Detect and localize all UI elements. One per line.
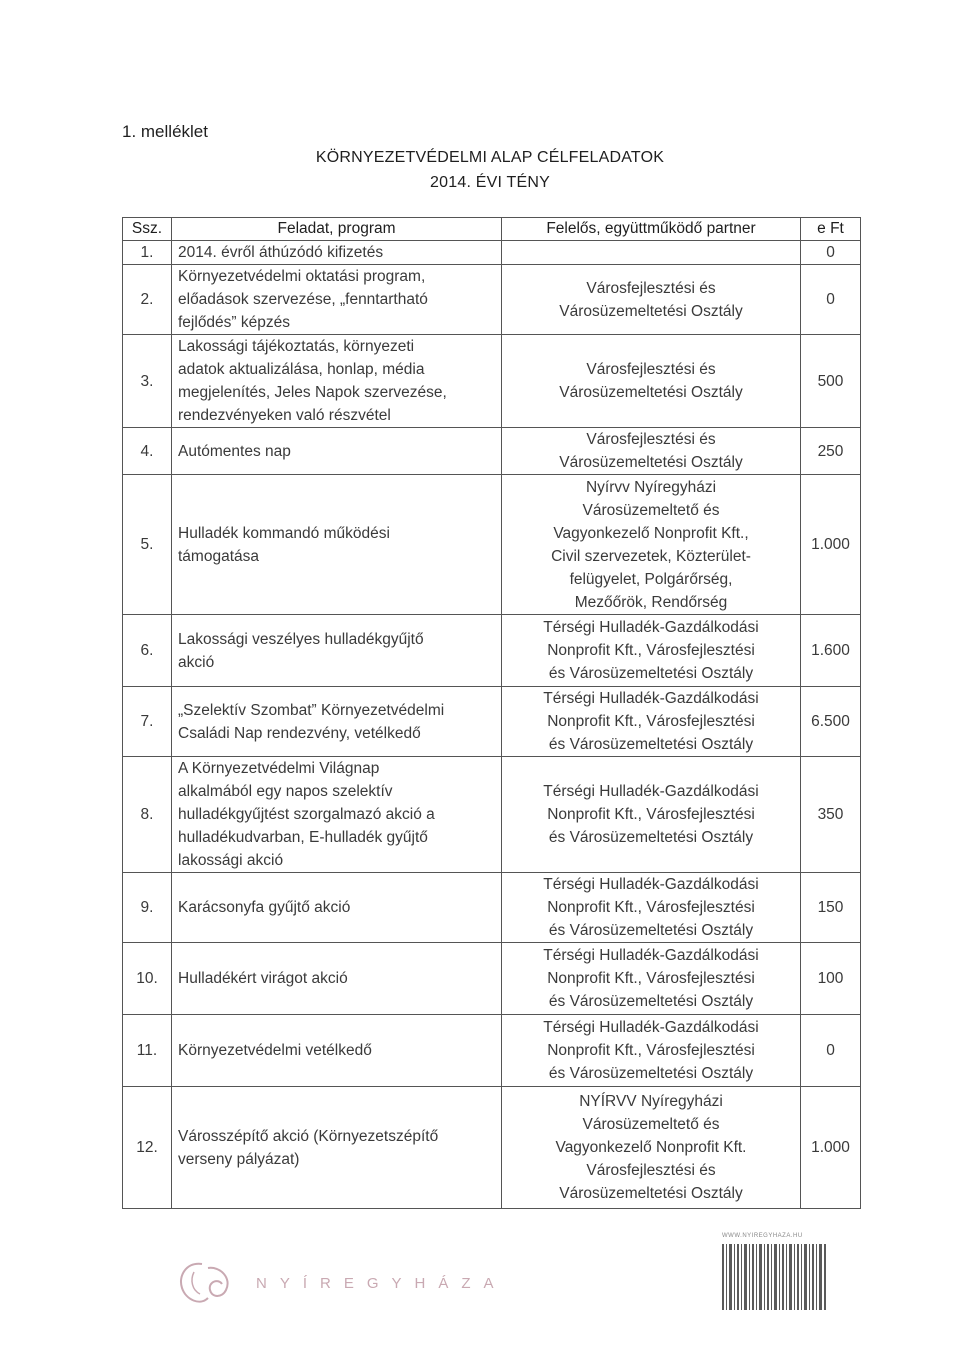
responsible-line: Városfejlesztési és xyxy=(586,279,716,297)
row-number: 8. xyxy=(123,757,172,873)
responsible-line: Városüzemeltető és xyxy=(582,1116,720,1133)
table-row xyxy=(123,1015,861,1087)
table-row xyxy=(123,757,861,873)
responsible-line: NYÍRVV Nyíregyházi xyxy=(579,1093,723,1110)
responsible-line: Városüzemeltetési Osztály xyxy=(559,302,743,320)
row-number: 5. xyxy=(123,475,172,615)
task-line: Hulladék kommandó működési xyxy=(178,524,390,542)
row-responsible xyxy=(502,943,801,1015)
tasks-table xyxy=(122,217,861,1209)
row-responsible xyxy=(502,265,801,335)
responsible-line: és Városüzemeltetési Osztály xyxy=(548,736,754,753)
task-line: hulladékudvarban, E-hulladék gyűjtő xyxy=(178,829,428,846)
table-row xyxy=(123,241,861,265)
task-line: Autómentes nap xyxy=(178,442,291,460)
responsible-line: Térségi Hulladék-Gazdálkodási xyxy=(543,783,759,800)
responsible-line: Városüzemeltető és xyxy=(582,501,720,519)
row-responsible xyxy=(502,335,801,428)
stamp-url: WWW.NYIREGYHAZA.HU xyxy=(722,1233,803,1239)
task-line: A Környezetvédelmi Világnap xyxy=(178,760,380,777)
row-amount: 6.500 xyxy=(801,687,861,757)
header-num: Ssz. xyxy=(123,218,172,241)
task-line: Családi Nap rendezvény, vetélkedő xyxy=(178,724,421,742)
header-amount: e Ft xyxy=(801,218,861,241)
row-task xyxy=(172,475,502,615)
table-row xyxy=(123,335,861,428)
responsible-line: és Városüzemeltetési Osztály xyxy=(548,922,754,939)
table-row xyxy=(123,943,861,1015)
header-responsible: Felelős, együttműködő partner xyxy=(502,218,801,241)
task-line: alkalmából egy napos szelektív xyxy=(178,783,393,800)
responsible-line: Civil szervezetek, Közterület- xyxy=(551,547,751,565)
row-number: 2. xyxy=(123,265,172,335)
row-amount: 150 xyxy=(801,873,861,943)
responsible-line: Térségi Hulladék-Gazdálkodási xyxy=(543,876,759,893)
task-line: „Szelektív Szombat” Környezetvédelmi xyxy=(178,701,445,719)
responsible-line: Térségi Hulladék-Gazdálkodási xyxy=(543,1019,759,1036)
row-responsible xyxy=(502,757,801,873)
responsible-line: Vagyonkezelő Nonprofit Kft., xyxy=(553,524,749,542)
task-line: adatok aktualizálása, honlap, média xyxy=(178,361,425,378)
task-line: megjelenítés, Jeles Napok szervezése, xyxy=(178,384,447,401)
responsible-line: Nonprofit Kft., Városfejlesztési xyxy=(547,899,755,916)
task-line: Karácsonyfa gyűjtő akció xyxy=(178,899,351,916)
row-amount: 350 xyxy=(801,757,861,873)
row-number: 12. xyxy=(123,1087,172,1209)
task-line: 2014. évről áthúzódó kifizetés xyxy=(178,244,384,261)
row-task xyxy=(172,757,502,873)
row-number: 4. xyxy=(123,428,172,475)
responsible-line: felügyelet, Polgárőrség, xyxy=(569,570,733,588)
task-line: támogatása xyxy=(178,547,259,565)
responsible-line: Nonprofit Kft., Városfejlesztési xyxy=(547,1042,755,1059)
table-row xyxy=(123,475,861,615)
row-task xyxy=(172,265,502,335)
responsible-line: Városüzemeltetési Osztály xyxy=(559,454,743,471)
barcode-stamp-icon xyxy=(722,1232,828,1312)
row-number: 6. xyxy=(123,615,172,687)
row-amount: 1.000 xyxy=(801,475,861,615)
responsible-line: Nonprofit Kft., Városfejlesztési xyxy=(547,806,755,823)
responsible-line: Nonprofit Kft., Városfejlesztési xyxy=(547,642,755,659)
row-task xyxy=(172,1087,502,1209)
table-row xyxy=(123,687,861,757)
responsible-line: Nonprofit Kft., Városfejlesztési xyxy=(547,970,755,987)
row-responsible xyxy=(502,475,801,615)
responsible-line: Nonprofit Kft., Városfejlesztési xyxy=(547,713,755,730)
document-subtitle: 2014. ÉVI TÉNY xyxy=(430,174,550,191)
task-line: Környezetvédelmi vetélkedő xyxy=(178,1042,372,1059)
row-amount: 0 xyxy=(801,1015,861,1087)
responsible-line: Városüzemeltetési Osztály xyxy=(559,1185,743,1202)
row-task xyxy=(172,873,502,943)
row-number: 1. xyxy=(123,241,172,265)
row-amount: 0 xyxy=(801,241,861,265)
table-row xyxy=(123,428,861,475)
responsible-line: Városüzemeltetési Osztály xyxy=(559,384,743,401)
document-title: KÖRNYEZETVÉDELMI ALAP CÉLFELADATOK xyxy=(315,149,665,166)
table-row xyxy=(123,615,861,687)
table-row xyxy=(123,873,861,943)
row-responsible xyxy=(502,687,801,757)
task-line: Hulladékért virágot akció xyxy=(178,970,348,987)
row-number: 11. xyxy=(123,1015,172,1087)
row-amount: 100 xyxy=(801,943,861,1015)
responsible-line: Mezőőrök, Rendőrség xyxy=(574,593,728,611)
row-task xyxy=(172,335,502,428)
task-line: akció xyxy=(178,653,215,671)
row-responsible xyxy=(502,1015,801,1087)
responsible-line: és Városüzemeltetési Osztály xyxy=(548,993,754,1010)
task-line: Környezetvédelmi oktatási program, xyxy=(178,268,426,285)
row-number: 3. xyxy=(123,335,172,428)
task-line: Lakossági tájékoztatás, környezeti xyxy=(178,338,415,355)
responsible-line: Térségi Hulladék-Gazdálkodási xyxy=(543,690,759,707)
row-responsible xyxy=(502,615,801,687)
row-task xyxy=(172,241,502,265)
responsible-line: Térségi Hulladék-Gazdálkodási xyxy=(543,619,759,636)
responsible-line: Városfejlesztési és xyxy=(586,1162,716,1179)
responsible-line: Városfejlesztési és xyxy=(586,361,716,378)
task-line: Városszépítő akció (Környezetszépítő xyxy=(178,1127,439,1145)
row-task xyxy=(172,943,502,1015)
task-line: hulladékgyűjtést szorgalmazó akció a xyxy=(178,806,435,823)
row-task xyxy=(172,428,502,475)
row-responsible xyxy=(502,1087,801,1209)
row-number: 9. xyxy=(123,873,172,943)
responsible-line: Vagyonkezelő Nonprofit Kft. xyxy=(555,1139,747,1156)
row-responsible xyxy=(502,428,801,475)
task-line: rendezvényeken való részvétel xyxy=(178,407,391,424)
row-task xyxy=(172,1015,502,1087)
task-line: fejlődés” képzés xyxy=(178,314,291,331)
table-row xyxy=(123,1087,861,1209)
table-header-row xyxy=(123,218,861,241)
row-number: 10. xyxy=(123,943,172,1015)
row-responsible xyxy=(502,241,801,265)
row-responsible xyxy=(502,873,801,943)
header-task: Feladat, program xyxy=(172,218,502,241)
task-line: előadások szervezése, „fenntartható xyxy=(178,291,428,308)
row-amount: 1.600 xyxy=(801,615,861,687)
task-line: Lakossági veszélyes hulladékgyűjtő xyxy=(178,630,424,648)
row-amount: 1.000 xyxy=(801,1087,861,1209)
row-task xyxy=(172,615,502,687)
responsible-line: és Városüzemeltetési Osztály xyxy=(548,829,754,846)
footer-brand: NYÍREGYHÁZA xyxy=(256,1275,507,1292)
responsible-line: Városfejlesztési és xyxy=(586,431,716,448)
responsible-line: és Városüzemeltetési Osztály xyxy=(548,1065,754,1082)
table-row xyxy=(123,265,861,335)
row-number: 7. xyxy=(123,687,172,757)
row-amount: 0 xyxy=(801,265,861,335)
row-task xyxy=(172,687,502,757)
row-amount: 250 xyxy=(801,428,861,475)
nyiregyhaza-logo-icon xyxy=(172,1258,238,1310)
row-amount: 500 xyxy=(801,335,861,428)
task-line: verseny pályázat) xyxy=(178,1150,300,1168)
responsible-line: Térségi Hulladék-Gazdálkodási xyxy=(543,947,759,964)
responsible-line: Nyírvv Nyíregyházi xyxy=(585,478,717,496)
task-line: lakossági akció xyxy=(178,852,284,869)
annex-label: 1. melléklet xyxy=(122,122,208,141)
responsible-line: és Városüzemeltetési Osztály xyxy=(548,665,754,682)
